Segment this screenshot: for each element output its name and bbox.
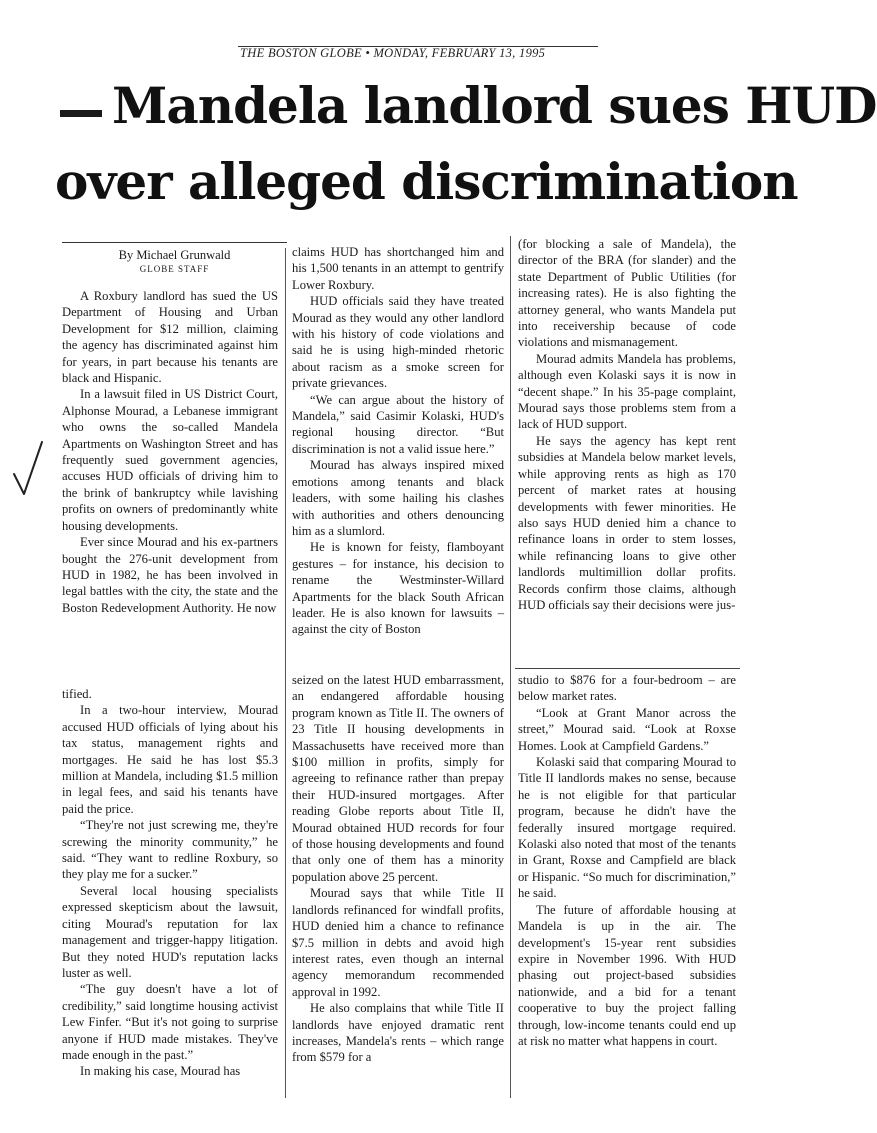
article-column-3 [518,236,736,613]
paragraph: He also complains that while Title II landlords have enjoyed dramatic rent increases, Mandela's rents – which range from $579 for a [292,1001,504,1065]
paragraph: Ever since Mourad and his ex-partners bought the 276-unit development from HUD in 1982, he has been involved in legal battles with the city, the state and the Boston Redevelopment Authority. He now [62,535,278,615]
paragraph: In a lawsuit filed in US District Court, Alphonse Mourad, a Lebanese immigrant who owns the so-called Mandela Apartments on Washington Street and has frequently sued government agencies, accuses HUD officials of driving him to the brink of bankruptcy while lavishing profits on owners of predominantly white housing developments. [62,387,278,533]
paragraph: He says the agency has kept rent subsidies at Mandela below market levels, while approving rents as high as 170 percent of market rates at housing developments with fewer minorities. He also says HUD denied him a chance to refinance loans in order to stem losses, while refinancing loans to give other landlords multimillion dollar profits. Records confirm those claims, although HUD officials say their decisions were jus- [518,433,736,612]
paragraph: Mourad has always inspired mixed emotions among tenants and black leaders, with some hailing his clashes with authorities and others denouncing him as a slumlord. [292,458,504,538]
paragraph: seized on the latest HUD embarrassment, an endangered affordable housing program known as Title II. The owners of 23 Title II housing developments in Massachusetts have received more than $100 million in profits, simply for agreeing to refinance rather than prepay their HUD-insured mortgages. After reading Globe reports about Title II, Mourad obtained HUD records for four of those housing developments and found that only one of them has a minority population above 25 percent. [292,673,504,884]
paragraph: “Look at Grant Manor across the street,” Mourad said. “Look at Roxse Homes. Look at Campfield Gardens.” [518,705,736,753]
fold-rule [515,668,740,669]
byline [62,248,287,274]
headline-dash [60,110,102,117]
paragraph: “The guy doesn't have a lot of credibility,” said longtime housing activist Lew Finfer. “But it's not going to surprise anyone if HUD made mistakes. They've made enough in the past.” [62,982,278,1062]
article-column-1-lower [62,686,278,1080]
paragraph: A Roxbury landlord has sued the US Department of Housing and Urban Development for $12 million, claiming the agency has discriminated against him for years, in part because his tenants are black and Hispanic. [62,289,278,386]
paragraph: HUD officials said they have treated Mourad as they would any other landlord with his history of code violations and said he is using high-minded rhetoric about racism as a smoke screen for private grievances. [292,294,504,391]
handwritten-check-mark-icon [12,438,46,498]
byline-staff: GLOBE STAFF [139,264,210,274]
paragraph: The future of affordable housing at Mandela is up in the air. The development's 15-year rent subsidies expire in November 1996. With HUD phasing out project-based subsidies nationwide, and a bid for a tenant cooperative to buy the project falling through, low-income tenants could end up at risk no matter what happens in court. [518,902,736,1048]
article-column-2 [292,244,504,638]
article-column-1 [62,288,278,616]
headline-line-1: Mandela landlord sues HUD [112,76,877,135]
column-rule [285,248,286,1098]
paragraph: (for blocking a sale of Mandela), the director of the BRA (for slander) and the state Department of Public Utilities (for increasing rates). He is also fighting the attorney general, who wants Mandela put into receivership because of code violations and mismanagement. [518,237,736,350]
paragraph: “We can argue about the history of Mandela,” said Casimir Kolaski, HUD's regional housing director. “But discrimination is not a valid issue here.” [292,392,504,456]
byline-rule [62,242,287,243]
headline-line-2: over alleged discrimination [55,152,798,211]
paragraph: tified. [62,687,92,701]
paragraph: He is known for feisty, flamboyant gestures – for instance, his decision to rename the Westminster-Willard Apartments for the black South African leader. He is also known for lawsuits – against the city of Boston [292,540,504,637]
paragraph: studio to $876 for a four-bedroom – are below market rates. [518,673,736,704]
paragraph: Mourad says that while Title II landlords refinanced for windfall profits, HUD denied him a chance to refinance $7.5 million in debts and avoid high interest rates, even though an internal agency memorandum recommended approval in 1992. [292,886,504,999]
paragraph: Kolaski said that comparing Mourad to Title II landlords makes no sense, because he is not eligible for that particular program, because he didn't have the federally insured mortgage required. Kolaski also noted that most of the tenants in Grant, Roxse and Campfield are black or Hispanic. “So much for discrimination,” he said. [518,755,736,901]
paragraph: Several local housing specialists expressed skepticism about the lawsuit, citing Mourad's reputation for lax management and trigger-happy litigation. But they noted HUD's reputation lacks luster as well. [62,883,278,980]
column-rule [510,236,511,1098]
paragraph: In a two-hour interview, Mourad accused HUD officials of lying about his tax status, management rights and mortgages. He said he has lost $5.3 million at Mandela, including $1.5 million in legal fees, and said his tenants have paid the price. [62,703,278,816]
article-column-2-lower [292,672,504,1066]
paragraph: “They're not just screwing me, they're screwing the minority community,” he said. “They want to redline Roxbury, so they play me for a sucker.” [62,818,278,882]
paragraph: In making his case, Mourad has [80,1064,241,1079]
byline-name: By Michael Grunwald [118,248,231,262]
article-column-3-lower [518,672,736,1049]
paragraph: claims HUD has shortchanged him and his 1,500 tenants in an attempt to gentrify Lower Roxbury. [292,245,504,292]
paragraph: Mourad admits Mandela has problems, although even Kolaski says it is now in “decent shape.” In his 35-page complaint, Mourad says those problems stem from a lack of HUD support. [518,351,736,432]
masthead: THE BOSTON GLOBE • MONDAY, FEBRUARY 13, 1995 [240,46,546,60]
